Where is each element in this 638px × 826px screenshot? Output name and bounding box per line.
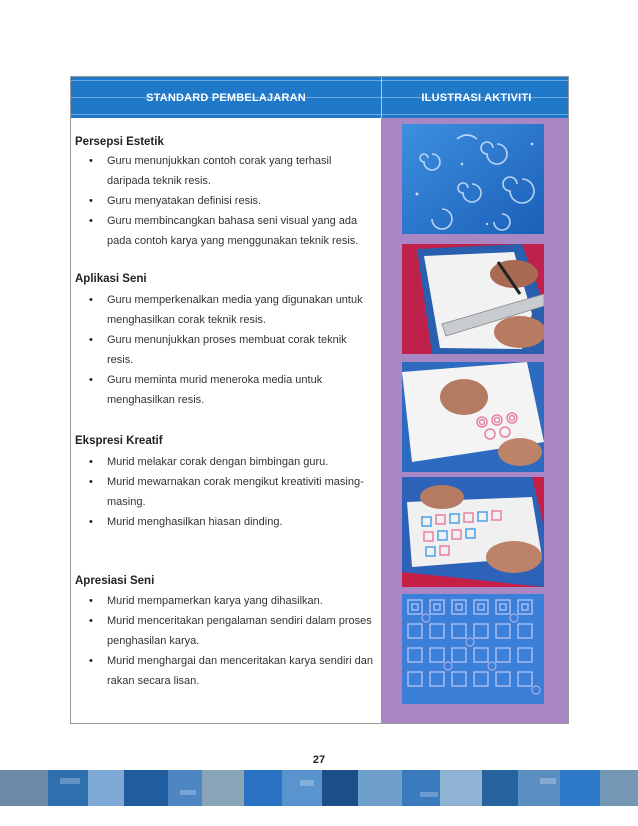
photo-resist-artwork: [402, 124, 544, 234]
list-item: Murid mewarnakan corak mengikut kreativiti masing-masing.: [107, 476, 364, 508]
list-item: Guru membincangkan bahasa seni visual yang ada pada contoh karya yang menggunakan teknik resis.: [107, 215, 359, 247]
list-item: Murid melakar corak dengan bimbingan guru.: [107, 456, 329, 468]
bullet-icon: •: [89, 374, 93, 386]
photo-measuring-ruler: [402, 244, 544, 354]
header-ilustrasi-aktiviti: ILUSTRASI AKTIVITI: [381, 77, 571, 118]
table-header: [71, 77, 568, 118]
bullet-icon: •: [89, 516, 93, 528]
photo-coloured-pattern: [402, 477, 544, 587]
list-item: Guru menyatakan definisi resis.: [107, 195, 262, 207]
section-title-apresiasi-seni: Apresiasi Seni: [75, 575, 155, 587]
bullet-icon: •: [89, 456, 93, 468]
bullet-icon: •: [89, 476, 93, 488]
list-item: Murid menghargai dan menceritakan karya sendiri dan rakan secara lisan.: [107, 655, 373, 687]
bullet-icon: •: [89, 655, 93, 667]
section-title-persepsi-estetik: Persepsi Estetik: [75, 136, 164, 148]
standards-column: [71, 118, 382, 723]
bullet-icon: •: [89, 195, 93, 207]
bullet-icon: •: [89, 215, 93, 227]
page-number: 27: [312, 754, 326, 766]
section-title-ekspresi-kreatif: Ekspresi Kreatif: [75, 435, 163, 447]
list-item: Guru meminta murid meneroka media untuk menghasilkan resis.: [107, 374, 323, 406]
bullet-icon: •: [89, 595, 93, 607]
list-item: Murid mempamerkan karya yang dihasilkan.: [107, 595, 323, 607]
bullet-icon: •: [89, 294, 93, 306]
list-item: Guru memperkenalkan media yang digunakan untuk menghasilkan corak teknik resis.: [107, 294, 363, 326]
decorative-footer-banner: [0, 770, 638, 806]
activity-table: [70, 76, 569, 724]
bullet-icon: •: [89, 155, 93, 167]
list-item: Guru menunjukkan proses membuat corak teknik resis.: [107, 334, 347, 366]
bullet-icon: •: [89, 334, 93, 346]
section-title-aplikasi-seni: Aplikasi Seni: [75, 273, 147, 285]
illustration-column: [381, 118, 568, 723]
photo-finished-wall-hanging: [402, 594, 544, 704]
list-item: Guru menunjukkan contoh corak yang terhasil daripada teknik resis.: [107, 155, 332, 187]
header-standard-pembelajaran: STANDARD PEMBELAJARAN: [146, 91, 306, 104]
photo-drawing-spirals: [402, 362, 544, 472]
list-item: Murid menceritakan pengalaman sendiri dalam proses penghasilan karya.: [107, 615, 372, 647]
list-item: Murid menghasilkan hiasan dinding.: [107, 516, 283, 528]
bullet-icon: •: [89, 615, 93, 627]
